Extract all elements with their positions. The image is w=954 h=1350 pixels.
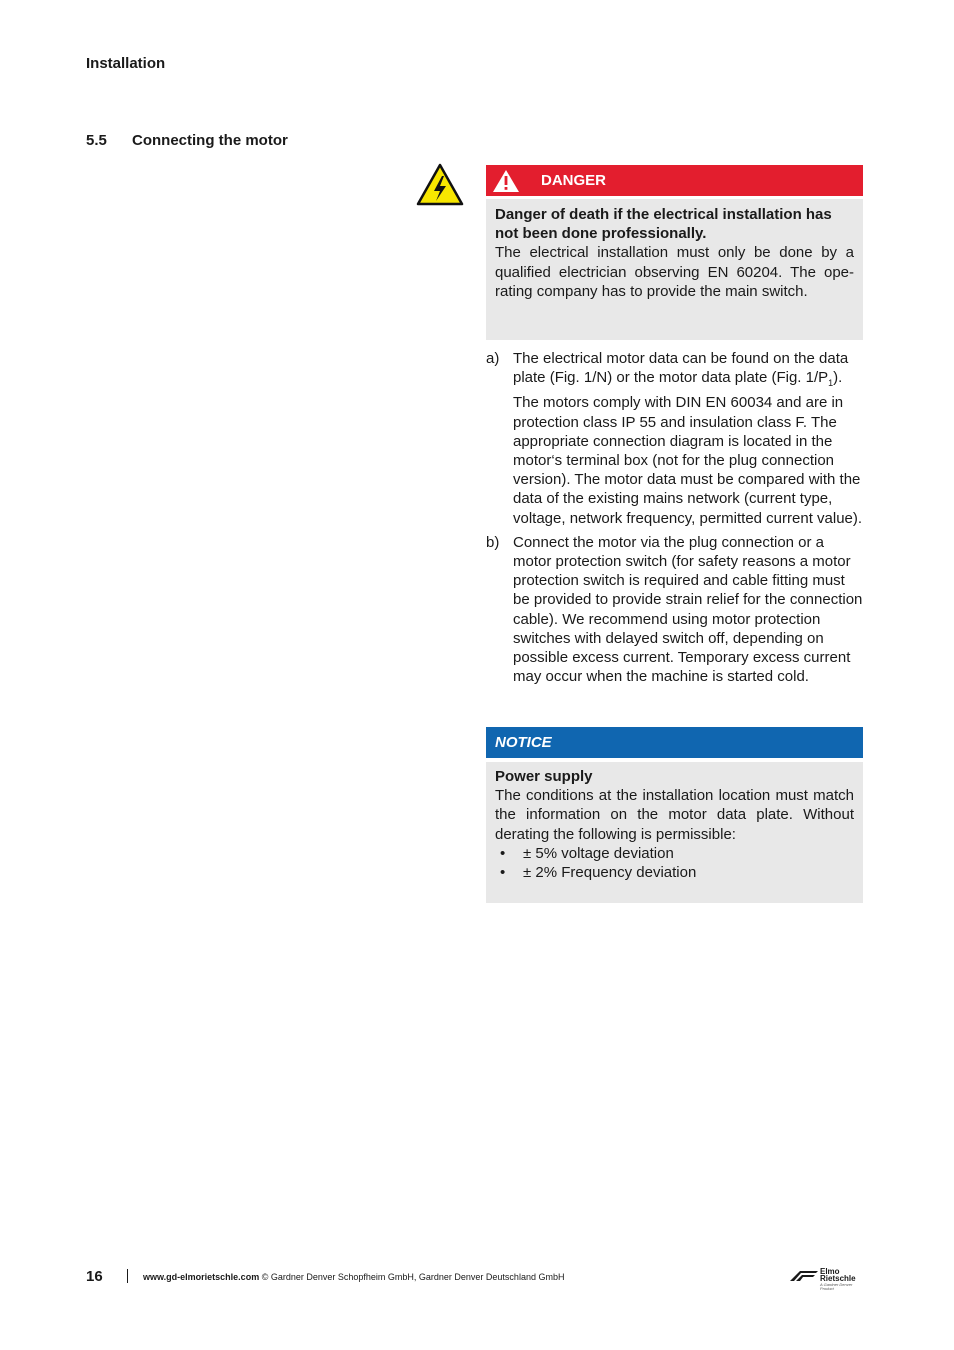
bullet-text: ± 2% Frequency deviation [523, 864, 697, 882]
instruction-list [486, 349, 863, 691]
elmo-rietschle-logo-icon [788, 1269, 818, 1283]
list-item: • ± 2% Frequency deviation [500, 864, 697, 882]
list-marker: b) [486, 533, 500, 551]
list-subscript: 1 [828, 378, 834, 389]
exclamation-triangle-icon [492, 169, 520, 193]
electrical-hazard-icon [416, 163, 464, 206]
list-marker: a) [486, 350, 500, 367]
notice-text: The conditions at the installation location must match the information on the motor data plate. Without derating the following is permissible: [495, 787, 854, 843]
notice-box [486, 762, 863, 903]
danger-banner [486, 165, 863, 196]
notice-bold-text: Power supply [495, 768, 593, 785]
danger-text: The electrical installation must only be done by a qualified electrician observing EN 60204. The ope-rating company has to provide the main switch. [495, 244, 854, 300]
footer-divider [127, 1269, 128, 1283]
footer-text [143, 1272, 564, 1282]
notice-label: NOTICE [495, 734, 552, 751]
page-number: 16 [86, 1268, 103, 1285]
danger-label: DANGER [541, 172, 607, 189]
logo-line1: Elmo [820, 1267, 840, 1276]
notice-banner [486, 727, 863, 758]
list-text-continued: ). The motors comply with DIN EN 60034 and are in protection class IP 55 and insulation class F. The appropriate connection diagram is located in the motor‘s terminal box (not for the plug connection version). The motor data must be compared with the data of the existing mains network (current type, voltage, network frequency, permitted current value). [513, 369, 863, 527]
section-header: Installation [86, 55, 166, 72]
danger-box [486, 199, 863, 340]
logo-line2: Rietschle [820, 1274, 856, 1283]
list-item [486, 533, 863, 687]
footer-copyright: © Gardner Denver Schopfheim GmbH, Gardner Denver Deutschland GmbH [259, 1272, 565, 1282]
logo-tagline: A Gardner Denver Product [820, 1282, 853, 1291]
list-text: Connect the motor via the plug connection or a motor protection switch (for safety reasons a motor protection switch is required and cable fitting must be provided to provide strain relief for the connection cable). We recommend using motor protection switches with delayed switch off, depending on possible excess current. Temporary excess current may occur when the machine is started cold. [513, 533, 863, 686]
footer-url[interactable]: www.gd-elmorietschle.com [143, 1272, 260, 1282]
company-logo [788, 1266, 866, 1291]
list-item [486, 349, 863, 528]
list-text: The electrical motor data can be found on the data plate (Fig. 1/N) or the motor data plate (Fig. 1/P [513, 350, 849, 387]
heading-title: Connecting the motor [132, 132, 288, 149]
danger-bold-text: Danger of death if the electrical installation has not been done professionally. [495, 206, 832, 243]
list-item: • ± 5% voltage deviation [500, 844, 674, 862]
section-heading [86, 132, 288, 149]
heading-number: 5.5 [86, 132, 107, 149]
bullet-text: ± 5% voltage deviation [523, 844, 674, 862]
